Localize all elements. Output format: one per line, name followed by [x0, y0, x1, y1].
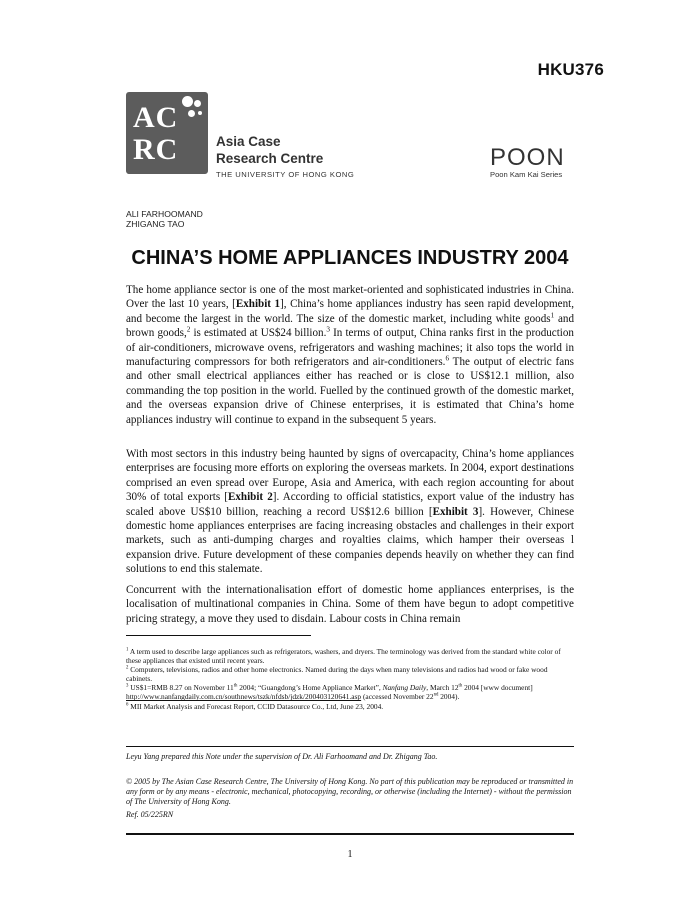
- logo-dot: [188, 110, 195, 117]
- centre-name: [216, 133, 323, 167]
- authors: [126, 209, 203, 229]
- footnote-link[interactable]: http://www.nanfangdaily.com.cn/southnews/tszk/nfdsb/jdzk/200403120641.asp: [126, 692, 362, 702]
- footnote-ref: 6: [445, 354, 450, 363]
- logo-text-line1: AC: [133, 101, 179, 134]
- centre-name-line1: Asia Case: [216, 134, 281, 149]
- reference-number: Ref. 05/225RN: [126, 810, 174, 819]
- logo-dot: [198, 111, 202, 115]
- footnote-1: $^1$ A term used to describe large appliances such as refrigerators, washers, and dryers. The terminology was derived from the standard white color of these appliances that existed until recent years.: [126, 647, 561, 666]
- centre-name-line2: Research Centre: [216, 151, 324, 166]
- logo-text-line2: RC: [133, 133, 179, 166]
- document-title: CHINA’S HOME APPLIANCES INDUSTRY 2004: [131, 247, 569, 269]
- footnote-divider: [126, 635, 311, 636]
- footnote-3: $^3$ US$1=RMB 8.27 on November 11th 2004; “Guangdong’s Home Appliance Market”, Nanfang Daily, March 12th 2004 [www document] http://www.nanfangdaily.com.cn/southnews/tszk/nfdsb/jdzk/200403120641.asp (accessed November 22nd 2004).: [126, 683, 533, 702]
- poon-series-logo: POON: [490, 144, 565, 171]
- page-number: 1: [347, 849, 353, 860]
- footnote-6: $^6$ MII Market Analysis and Forecast Report, CCID Datasource Co., Ltd, June 23, 2004.: [126, 701, 384, 711]
- exhibit-3-ref: Exhibit 3: [432, 505, 479, 518]
- exhibit-1-ref: Exhibit 1: [235, 298, 281, 311]
- preparation-note: Leyu Yang prepared this Note under the supervision of Dr. Ali Farhoomand and Dr. Zhigang Tao.: [126, 752, 438, 761]
- author-name: ALI FARHOOMAND: [126, 209, 203, 219]
- note-divider: [126, 746, 574, 747]
- footnote-2: $^2$ Computers, televisions, radios and other home electronics. Named during the days when many televisions and radios had wood or fake wood cabinets.: [126, 665, 548, 684]
- exhibit-2-ref: Exhibit 2: [227, 491, 273, 504]
- footnote-ref: 2: [186, 325, 191, 334]
- logo-dot: [182, 96, 193, 107]
- page-footer-rule: [126, 833, 574, 835]
- author-name: ZHIGANG TAO: [126, 219, 185, 229]
- footnote-ref: 3: [326, 325, 330, 334]
- footnotes: [126, 647, 574, 711]
- paragraph-2: With most sectors in this industry being haunted by signs of overcapacity, China’s home appliances enterprises are focusing more efforts on exploring the overseas markets. In 2004, export destinations comprised an even spread over Europe, Asia and America, with each region accounting for about 30% of total exports [Exhibit 2]. According to official statistics, export value of the industry has scaled above US$10 billion, reaching a record US$12.6 billion [Exhibit 3]. However, Chinese domestic home appliances enterprises are facing increasing obstacles and challenges in their export markets, such as anti-dumping charges and royalties claims, which hamper their overseas l expansion drive. Future development of these companies depends heavily on whether they can find solutions to end this stalemate.: [126, 448, 575, 576]
- case-code: HKU376: [537, 60, 604, 79]
- logo-dot: [194, 100, 201, 107]
- university-name: THE UNIVERSITY OF HONG KONG: [216, 170, 355, 179]
- poon-series-name: Poon Kam Kai Series: [490, 170, 563, 179]
- footnote-ref: 1: [550, 311, 555, 320]
- paragraph-3: Concurrent with the internationalisation effort of domestic home appliances enterprises, is the localisation of multinational companies in China. Some of them have begun to adopt competitive pricing strategy, a move they used to disdain. Labour costs in China remain: [126, 584, 574, 625]
- copyright-notice: © 2005 by The Asian Case Research Centre, The University of Hong Kong. No part of this publication may be reproduced or transmitted in any form or by any means - electronic, mechanical, photocopying, recording, or otherwise (including the Internet) - without the permission of The University of Hong Kong.: [126, 777, 574, 806]
- paragraph-1: The home appliance sector is one of the most market-oriented and sophisticated industries in China. Over the last 10 years, [Exhibit 1], China’s home appliances industry has seen rapid development, and become the largest in the world. The size of the domestic market, including white goods$^1$ and brown goods,$^2$ is estimated at US$24 billion.$^3$ In terms of output, China ranks first in the production of air-conditioners, microwave ovens, refrigerators and washing machines; it also tops the world in manufacturing compressors for both refrigerators and air-conditioners.$^6$ The output of electric fans and other small electrical appliances either has reached or is close to US$12.1 million, also commanding the top position in the world. Fuelled by the continued growth of the domestic market, and the overseas expansion drive of Chinese enterprises, it is estimated that China’s home appliances industry will continue to expand in the subsequent 5 years.: [126, 284, 574, 426]
- acrc-logo: [126, 92, 208, 174]
